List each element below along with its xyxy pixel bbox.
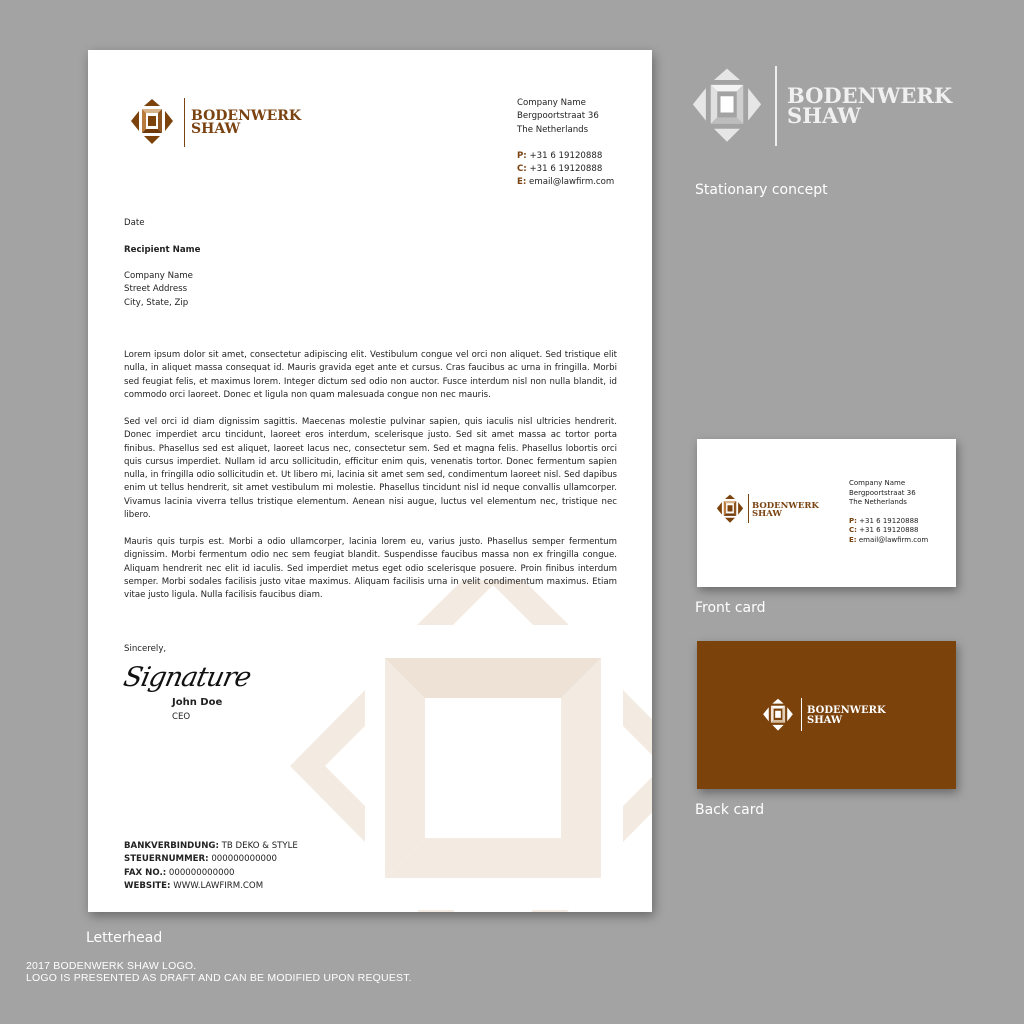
back-card-divider — [801, 698, 802, 731]
body-paragraph-3: Mauris quis turpis est. Morbi a odio ullamcorper, lacinia lorem eu, varius justo. Phasellus semper fermentum dignissim. Morbi fermentum odio nec sem feugiat blandit. Suspendisse faucibus massa non ex fringilla congue. Aliquam hendrerit nec elit id iaculis. Sed imperdiet metus eget odio scelerisque posuere. Proin finibus interdum semper. Morbi sodales facilisis justo vitae maximus. Aliquam facilisis urna in velit condimentum maximus. Etiam vitae justo ligula. Nulla facilisis faucibus diam. — [124, 537, 617, 601]
signer-title: CEO — [172, 712, 191, 722]
concept-logo-mark — [688, 67, 766, 145]
brand-name-line2: SHAW — [191, 120, 241, 137]
card-phone-row — [849, 517, 928, 527]
body-paragraph-2: Sed vel orci id diam dignissim sagittis. Maecenas molestie pulvinar sapien, quis iaculis nisl ultricies hendrerit. Donec imperdiet arcu tincidunt, laoreet eros interdum, scelerisque justo. Sed sit amet massa ac tortor porta finibus. Phasellus sed est aliquet, laoreet lacus nec, consectetur sem. Sed et magna felis. Phasellus lobortis orci quis cursus imperdiet. Nullam id arcu sollicitudin, efficitur enim quis, venenatis tortor. Donec fermentum sapien nulla, in fringilla odio sollicitudin et. Ut libero mi, lacinia sit amet sem sed, condimentum laoreet nisl. Sed dapibus enim ut tellus hendrerit, sit amet vestibulum mi molestie. Phasellus tincidunt nisl id neque convallis ullamcorper. Vivamus lacinia viverra tellus tristique elementum. Aenean nisi augue, luctus vel elementum nec, tristique nec libero. — [124, 417, 617, 521]
card-country: The Netherlands — [849, 498, 907, 507]
caption-back-card: Back card — [695, 802, 765, 818]
footer-tax-row — [124, 853, 298, 866]
sender-phone: +31 6 19120888 — [529, 150, 603, 161]
recipient-name: Recipient Name — [124, 245, 201, 255]
sender-country: The Netherlands — [517, 124, 589, 135]
card-phone: +31 6 19120888 — [859, 516, 919, 525]
sender-company: Company Name — [517, 98, 586, 108]
concept-name-line2: SHAW — [787, 102, 861, 128]
tax-label: STEUERNUMMER: — [124, 854, 209, 865]
recipient-street: Street Address — [124, 284, 188, 295]
card-cell-label: C: — [849, 526, 857, 535]
email-label: E: — [517, 177, 527, 188]
front-card-logo-mark — [715, 494, 745, 524]
signature-image: Signature — [120, 662, 254, 693]
brand-name-line1: BODENWERK — [191, 108, 302, 124]
fax-value: 000000000000 — [168, 867, 235, 878]
business-card-front — [697, 439, 956, 587]
front-card-address — [849, 479, 928, 546]
back-card-logo-mark — [761, 698, 795, 732]
concept-name-line1: BODENWERK — [787, 83, 953, 108]
footnote-line2: LOGO IS PRESENTED AS DRAFT AND CAN BE MODIFIED UPON REQUEST. — [26, 972, 412, 984]
caption-letterhead: Letterhead — [86, 930, 163, 946]
brand-wordmark — [191, 110, 301, 136]
web-value: WWW.LAWFIRM.COM — [173, 880, 264, 891]
letterhead-sheet — [88, 50, 652, 912]
card-street: Bergpoortstraat 36 — [849, 488, 916, 497]
card-email: email@lawfirm.com — [858, 535, 929, 544]
fax-label: FAX NO.: — [124, 867, 167, 878]
caption-front-card: Front card — [695, 600, 766, 616]
card-email-label: E: — [849, 535, 857, 544]
recipient-city: City, State, Zip — [124, 297, 189, 308]
footnote-line1: 2017 BODENWERK SHAW LOGO. — [26, 960, 197, 972]
recipient-address — [124, 270, 193, 310]
sender-address — [517, 97, 614, 190]
back-card-wordmark — [807, 706, 886, 725]
footer-web-row — [124, 880, 298, 893]
signer-name: John Doe — [172, 697, 223, 708]
bank-value: TB DEKO & STYLE — [221, 841, 298, 851]
phone-label: P: — [517, 150, 527, 161]
front-card-name-line2: SHAW — [752, 509, 782, 520]
front-card-divider — [748, 494, 749, 523]
letter-footer — [124, 840, 298, 893]
back-card-name-line2: SHAW — [807, 714, 843, 726]
card-cell: +31 6 19120888 — [859, 526, 919, 535]
logo-divider — [184, 98, 185, 147]
bank-label: BANKVERBINDUNG: — [124, 841, 219, 851]
recipient-company: Company Name — [124, 271, 193, 281]
card-cell-row — [849, 526, 928, 536]
concept-logo-divider — [775, 66, 777, 146]
cell-label: C: — [517, 164, 527, 175]
body-paragraph-1: Lorem ipsum dolor sit amet, consectetur adipiscing elit. Vestibulum congue vel orci non aliquet. Sed tristique elit nulla, in aliquet massa consequat id. Mauris gravida eget ante et cursus. Cras faucibus ac urna in fringilla. Morbi sed feugiat felis, et maximus lorem. Integer dictum sed odio non auctor. Fusce interdum nisl non nulla blandit, id commodo orci laoreet. Donec et ligula non quam malesuada congue non nec mauris. — [124, 350, 617, 400]
sender-cell-row — [517, 163, 614, 176]
tax-value: 000000000000 — [211, 854, 277, 865]
front-card-wordmark — [752, 502, 819, 518]
sender-street: Bergpoortstraat 36 — [517, 111, 599, 122]
card-company: Company Name — [849, 479, 906, 487]
card-email-row — [849, 536, 928, 546]
back-card-name-line1: BODENWERK — [807, 705, 886, 716]
sender-email: email@lawfirm.com — [529, 177, 615, 188]
footer-bank-row — [124, 840, 298, 853]
letter-date: Date — [124, 218, 145, 228]
logo-watermark — [285, 580, 652, 912]
web-label: WEBSITE: — [124, 880, 171, 891]
draft-footnote — [26, 960, 412, 984]
closing-text: Sincerely, — [124, 644, 167, 654]
front-card-name-line1: BODENWERK — [752, 501, 819, 511]
caption-stationary-concept: Stationary concept — [695, 182, 828, 198]
sender-email-row — [517, 176, 614, 189]
concept-wordmark — [787, 83, 953, 128]
card-phone-label: P: — [849, 516, 857, 525]
sender-cell: +31 6 19120888 — [529, 164, 603, 175]
footer-fax-row — [124, 867, 298, 880]
brand-logo-mark — [128, 98, 176, 146]
business-card-back — [697, 641, 956, 789]
sender-phone-row — [517, 150, 614, 163]
